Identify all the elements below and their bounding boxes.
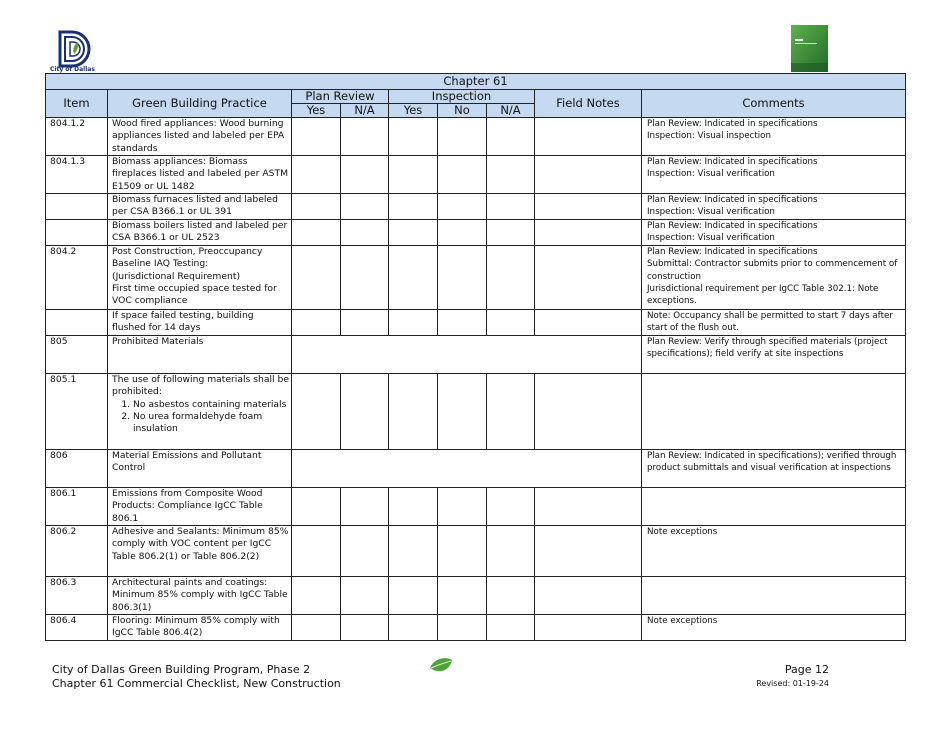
table-row [46, 450, 906, 488]
field-notes-cell[interactable] [535, 310, 642, 336]
inspection-na-cell[interactable] [487, 526, 535, 577]
inspection-na-cell[interactable] [487, 374, 535, 450]
plan-review-na-header: N/A [341, 104, 389, 118]
inspection-yes-cell[interactable] [389, 246, 438, 310]
inspection-yes-cell[interactable] [389, 310, 438, 336]
plan-review-yes-cell[interactable] [292, 615, 341, 641]
field-notes-cell[interactable] [535, 246, 642, 310]
practice-line: First time occupied space tested for VOC compliance [112, 282, 277, 307]
field-notes-cell[interactable] [535, 194, 642, 220]
green-building-checklist-table [45, 73, 906, 641]
table-row [46, 336, 906, 374]
plan-review-header: Plan Review [292, 90, 389, 104]
comments-cell [642, 615, 906, 641]
plan-review-na-cell[interactable] [341, 310, 389, 336]
inspection-na-cell[interactable] [487, 615, 535, 641]
inspection-no-cell[interactable] [438, 220, 487, 246]
comments-cell [642, 310, 906, 336]
inspection-no-cell[interactable] [438, 310, 487, 336]
plan-review-na-cell[interactable] [341, 374, 389, 450]
comments-cell [642, 450, 906, 488]
inspection-no-cell[interactable] [438, 194, 487, 220]
table-row [46, 310, 906, 336]
practice-cell: Wood fired appliances: Wood burning appliances listed and labeled per EPA standards [108, 118, 292, 156]
practice-cell [108, 374, 292, 450]
practice-line: (Jurisdictional Requirement) [112, 270, 241, 282]
plan-review-yes-cell[interactable] [292, 246, 341, 310]
comment-line: Note: Occupancy shall be permitted to start 7 days after start of the flush out. [647, 311, 893, 334]
item-cell: 805 [46, 336, 108, 374]
plan-review-na-cell[interactable] [341, 194, 389, 220]
field-notes-cell[interactable] [535, 156, 642, 194]
leaf-icon [428, 656, 454, 676]
field-notes-header: Field Notes [535, 90, 642, 118]
field-notes-cell[interactable] [535, 615, 642, 641]
field-notes-cell[interactable] [535, 526, 642, 577]
table-row [46, 156, 906, 194]
comment-line: Plan Review: Indicated in specifications [647, 119, 818, 129]
plan-review-na-cell[interactable] [341, 526, 389, 577]
comments-cell [642, 118, 906, 156]
table-row [46, 577, 906, 615]
footer-right [756, 663, 829, 691]
merged-blank-cell [292, 450, 642, 488]
item-cell: 804.2 [46, 246, 108, 310]
comments-cell [642, 194, 906, 220]
practice-line: Post Construction, Preoccupancy Baseline IAQ Testing: [112, 246, 263, 270]
inspection-no-cell[interactable] [438, 156, 487, 194]
item-cell [46, 220, 108, 246]
inspection-no-cell[interactable] [438, 615, 487, 641]
inspection-no-cell[interactable] [438, 246, 487, 310]
field-notes-cell[interactable] [535, 488, 642, 526]
inspection-yes-cell[interactable] [389, 220, 438, 246]
plan-review-na-cell[interactable] [341, 615, 389, 641]
practice-cell: Adhesive and Sealants: Minimum 85% comply with VOC content per IgCC Table 806.2(1) or Table 806.2(2) [108, 526, 292, 577]
item-cell: 806.4 [46, 615, 108, 641]
comment-line: Inspection: Visual verification [647, 169, 775, 180]
practice-cell [108, 246, 292, 310]
inspection-na-cell[interactable] [487, 118, 535, 156]
plan-review-yes-cell[interactable] [292, 310, 341, 336]
practice-cell: Biomass furnaces listed and labeled per CSA B366.1 or UL 391 [108, 194, 292, 220]
table-row [46, 488, 906, 526]
plan-review-yes-cell[interactable] [292, 194, 341, 220]
item-cell: 806.2 [46, 526, 108, 577]
comment-line: Note exceptions [647, 616, 718, 626]
table-row [46, 526, 906, 577]
comment-line: Inspection: Visual verification [647, 207, 775, 218]
inspection-no-cell[interactable] [438, 374, 487, 450]
item-cell: 804.1.3 [46, 156, 108, 194]
practice-cell: Biomass boilers listed and labeled per CSA B366.1 or UL 2523 [108, 220, 292, 246]
comments-cell [642, 526, 906, 577]
practice-cell: Prohibited Materials [108, 336, 292, 374]
inspection-na-header: N/A [487, 104, 535, 118]
inspection-na-cell[interactable] [487, 577, 535, 615]
table-row [46, 118, 906, 156]
inspection-no-cell[interactable] [438, 526, 487, 577]
inspection-yes-header: Yes [389, 104, 438, 118]
inspection-yes-cell[interactable] [389, 118, 438, 156]
table-row [46, 374, 906, 450]
plan-review-yes-header: Yes [292, 104, 341, 118]
field-notes-cell[interactable] [535, 220, 642, 246]
igcc-book-cover-image [791, 25, 828, 72]
table-row [46, 194, 906, 220]
practice-cell: Biomass appliances: Biomass fireplaces listed and labeled per ASTM E1509 or UL 1482 [108, 156, 292, 194]
footer-checklist-title: Chapter 61 Commercial Checklist, New Construction [52, 677, 341, 690]
inspection-yes-cell[interactable] [389, 615, 438, 641]
comment-line: Plan Review: Indicated in specifications); verified through product submittals and visual verification at inspections [647, 451, 897, 474]
plan-review-yes-cell[interactable] [292, 577, 341, 615]
logo-caption: City of Dallas [50, 66, 95, 73]
inspection-yes-cell[interactable] [389, 156, 438, 194]
practice-cell: If space failed testing, building flushed for 14 days [108, 310, 292, 336]
item-cell: 805.1 [46, 374, 108, 450]
plan-review-na-cell[interactable] [341, 118, 389, 156]
page-number: Page 12 [784, 663, 829, 676]
inspection-na-cell[interactable] [487, 488, 535, 526]
inspection-yes-cell[interactable] [389, 194, 438, 220]
inspection-na-cell[interactable] [487, 220, 535, 246]
field-notes-cell[interactable] [535, 118, 642, 156]
field-notes-cell[interactable] [535, 374, 642, 450]
plan-review-yes-cell[interactable] [292, 156, 341, 194]
plan-review-na-cell[interactable] [341, 220, 389, 246]
comment-line: Plan Review: Indicated in specifications [647, 157, 818, 167]
comments-cell [642, 336, 906, 374]
merged-blank-cell [292, 336, 642, 374]
inspection-yes-cell[interactable] [389, 374, 438, 450]
comments-cell [642, 577, 906, 615]
comment-line: Jurisdictional requirement per IgCC Table 302.1: Note exceptions. [647, 283, 879, 307]
comment-line: Note exceptions [647, 527, 718, 537]
item-cell: 804.1.2 [46, 118, 108, 156]
table-row [46, 615, 906, 641]
inspection-na-cell[interactable] [487, 310, 535, 336]
plan-review-yes-cell[interactable] [292, 220, 341, 246]
plan-review-yes-cell[interactable] [292, 488, 341, 526]
inspection-no-cell[interactable] [438, 577, 487, 615]
plan-review-yes-cell[interactable] [292, 374, 341, 450]
comment-line: Plan Review: Verify through specified materials (project specifications); field verify at site inspections [647, 337, 888, 360]
inspection-yes-cell[interactable] [389, 577, 438, 615]
inspection-header: Inspection [389, 90, 535, 104]
comment-line: Plan Review: Indicated in specifications [647, 221, 818, 231]
plan-review-na-cell[interactable] [341, 577, 389, 615]
inspection-no-cell[interactable] [438, 488, 487, 526]
table-row [46, 220, 906, 246]
comment-line: Plan Review: Indicated in specifications [647, 247, 818, 257]
item-cell [46, 310, 108, 336]
comments-header: Comments [642, 90, 906, 118]
practice-column-header: Green Building Practice [108, 90, 292, 118]
item-cell: 806.3 [46, 577, 108, 615]
item-cell: 806 [46, 450, 108, 488]
prohibited-materials-list [112, 399, 289, 436]
comment-line: Inspection: Visual inspection [647, 131, 771, 142]
item-column-header: Item [46, 90, 108, 118]
practice-intro: The use of following materials shall be prohibited: [112, 374, 289, 398]
item-cell: 806.1 [46, 488, 108, 526]
inspection-no-header: No [438, 104, 487, 118]
inspection-na-cell[interactable] [487, 246, 535, 310]
inspection-yes-cell[interactable] [389, 488, 438, 526]
comments-cell [642, 374, 906, 450]
item-cell [46, 194, 108, 220]
plan-review-na-cell[interactable] [341, 156, 389, 194]
revised-date: Revised: 01-19-24 [756, 679, 829, 688]
comments-cell [642, 220, 906, 246]
list-item: 1. No asbestos containing materials [133, 399, 289, 411]
inspection-na-cell[interactable] [487, 194, 535, 220]
practice-cell: Emissions from Composite Wood Products: Compliance IgCC Table 806.1 [108, 488, 292, 526]
practice-cell: Material Emissions and Pollutant Control [108, 450, 292, 488]
list-item: 2. No urea formaldehyde foam insulation [133, 411, 289, 436]
table-row [46, 246, 906, 310]
comments-cell [642, 488, 906, 526]
footer-program-title: City of Dallas Green Building Program, Phase 2 [52, 663, 311, 676]
plan-review-na-cell[interactable] [341, 488, 389, 526]
footer-left [52, 663, 341, 691]
plan-review-yes-cell[interactable] [292, 118, 341, 156]
plan-review-yes-cell[interactable] [292, 526, 341, 577]
plan-review-na-cell[interactable] [341, 246, 389, 310]
comments-cell [642, 156, 906, 194]
practice-cell: Architectural paints and coatings: Minimum 85% comply with IgCC Table 806.3(1) [108, 577, 292, 615]
inspection-no-cell[interactable] [438, 118, 487, 156]
comments-cell [642, 246, 906, 310]
inspection-yes-cell[interactable] [389, 526, 438, 577]
comment-line: Plan Review: Indicated in specifications [647, 195, 818, 205]
field-notes-cell[interactable] [535, 577, 642, 615]
practice-cell: Flooring: Minimum 85% comply with IgCC Table 806.4(2) [108, 615, 292, 641]
comment-line: Submittal: Contractor submits prior to commencement of construction [647, 259, 898, 282]
comment-line: Inspection: Visual verification [647, 233, 775, 244]
chapter-header: Chapter 61 [46, 74, 906, 90]
inspection-na-cell[interactable] [487, 156, 535, 194]
